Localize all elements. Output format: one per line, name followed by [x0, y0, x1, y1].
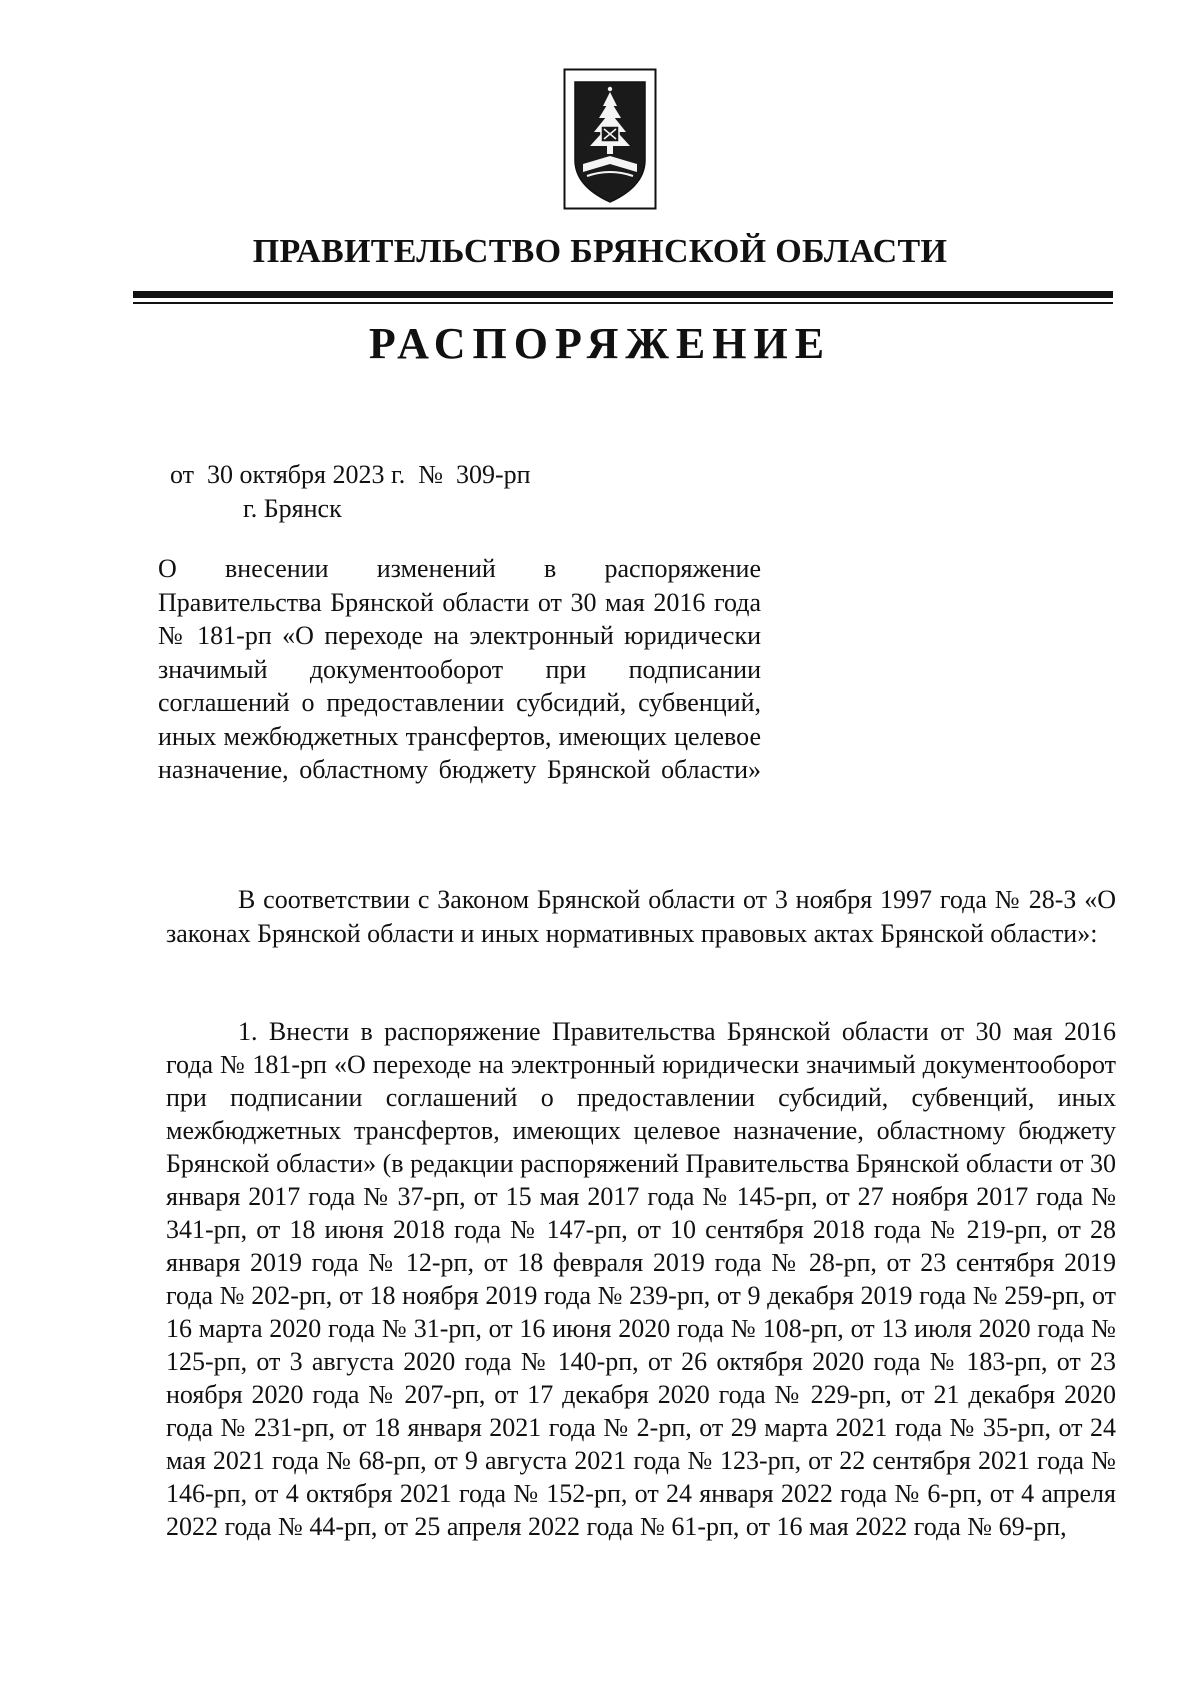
document-date-number: от 30 октября 2023 г. № 309-рп	[170, 460, 531, 489]
header-rule-thin	[133, 302, 1113, 304]
clause-1-paragraph: 1. Внести в распоряжение Правительства Брянской области от 30 мая 2016 года № 181-рп «О переходе на электронный юридически значимый документооборот при подписании соглашений о предоставлении субсидий, субвенций, иных межбюджетных трансфертов, имеющих целевое назначение, областному бюджету Брянской области» (в редакции распоряжений Правительства Брянской области от 30 января 2017 года № 37-рп, от 15 мая 2017 года № 145-рп, от 27 ноября 2017 года № 341-рп, от 18 июня 2018 года № 147-рп, от 10 сентября 2018 года № 219-рп, от 28 января 2019 года № 12-рп, от 18 февраля 2019 года № 28-рп, от 23 сентября 2019 года № 202-рп, от 18 ноября 2019 года № 239-рп, от 9 декабря 2019 года № 259-рп, от 16 марта 2020 года № 31-рп, от 16 июня 2020 года № 108-рп, от 13 июля 2020 года № 125-рп, от 3 августа 2020 года № 140-рп, от 26 октября 2020 года № 183-рп, от 23 ноября 2020 года № 207-рп, от 17 декабря 2020 года № 229-рп, от 21 декабря 2020 года № 231-рп, от 18 января 2021 года № 2-рп, от 29 марта 2021 года № 35-рп, от 24 мая 2021 года № 68-рп, от 9 августа 2021 года № 123-рп, от 22 сентября 2021 года № 146-рп, от 4 октября 2021 года № 152-рп, от 24 января 2022 года № 6-рп, от 4 апреля 2022 года № 44-рп, от 25 апреля 2022 года № 61-рп, от 16 мая 2022 года № 69-рп,	[166, 1017, 1116, 1541]
organization-name: ПРАВИТЕЛЬСТВО БРЯНСКОЙ ОБЛАСТИ	[252, 233, 948, 270]
document-subject: О внесении изменений в распоряжение Правительства Брянской области от 30 мая 2016 года № 181-рп «О переходе на электронный юридически значимый документооборот при подписании соглашений о предоставлении субсидий, субвенций, иных межбюджетных трансфертов, имеющих целевое назначение, областному бюджету Брянской области»	[158, 554, 761, 784]
coat-of-arms-icon	[563, 68, 657, 210]
document-type-title: РАСПОРЯЖЕНИЕ	[368, 319, 832, 368]
document-city: г. Брянск	[243, 494, 342, 523]
preamble-paragraph: В соответствии с Законом Брянской области от 3 ноября 1997 года № 28-З «О законах Брянской области и иных нормативных правовых актах Брянской области»:	[166, 885, 1116, 948]
header-rule-thick	[133, 291, 1113, 298]
